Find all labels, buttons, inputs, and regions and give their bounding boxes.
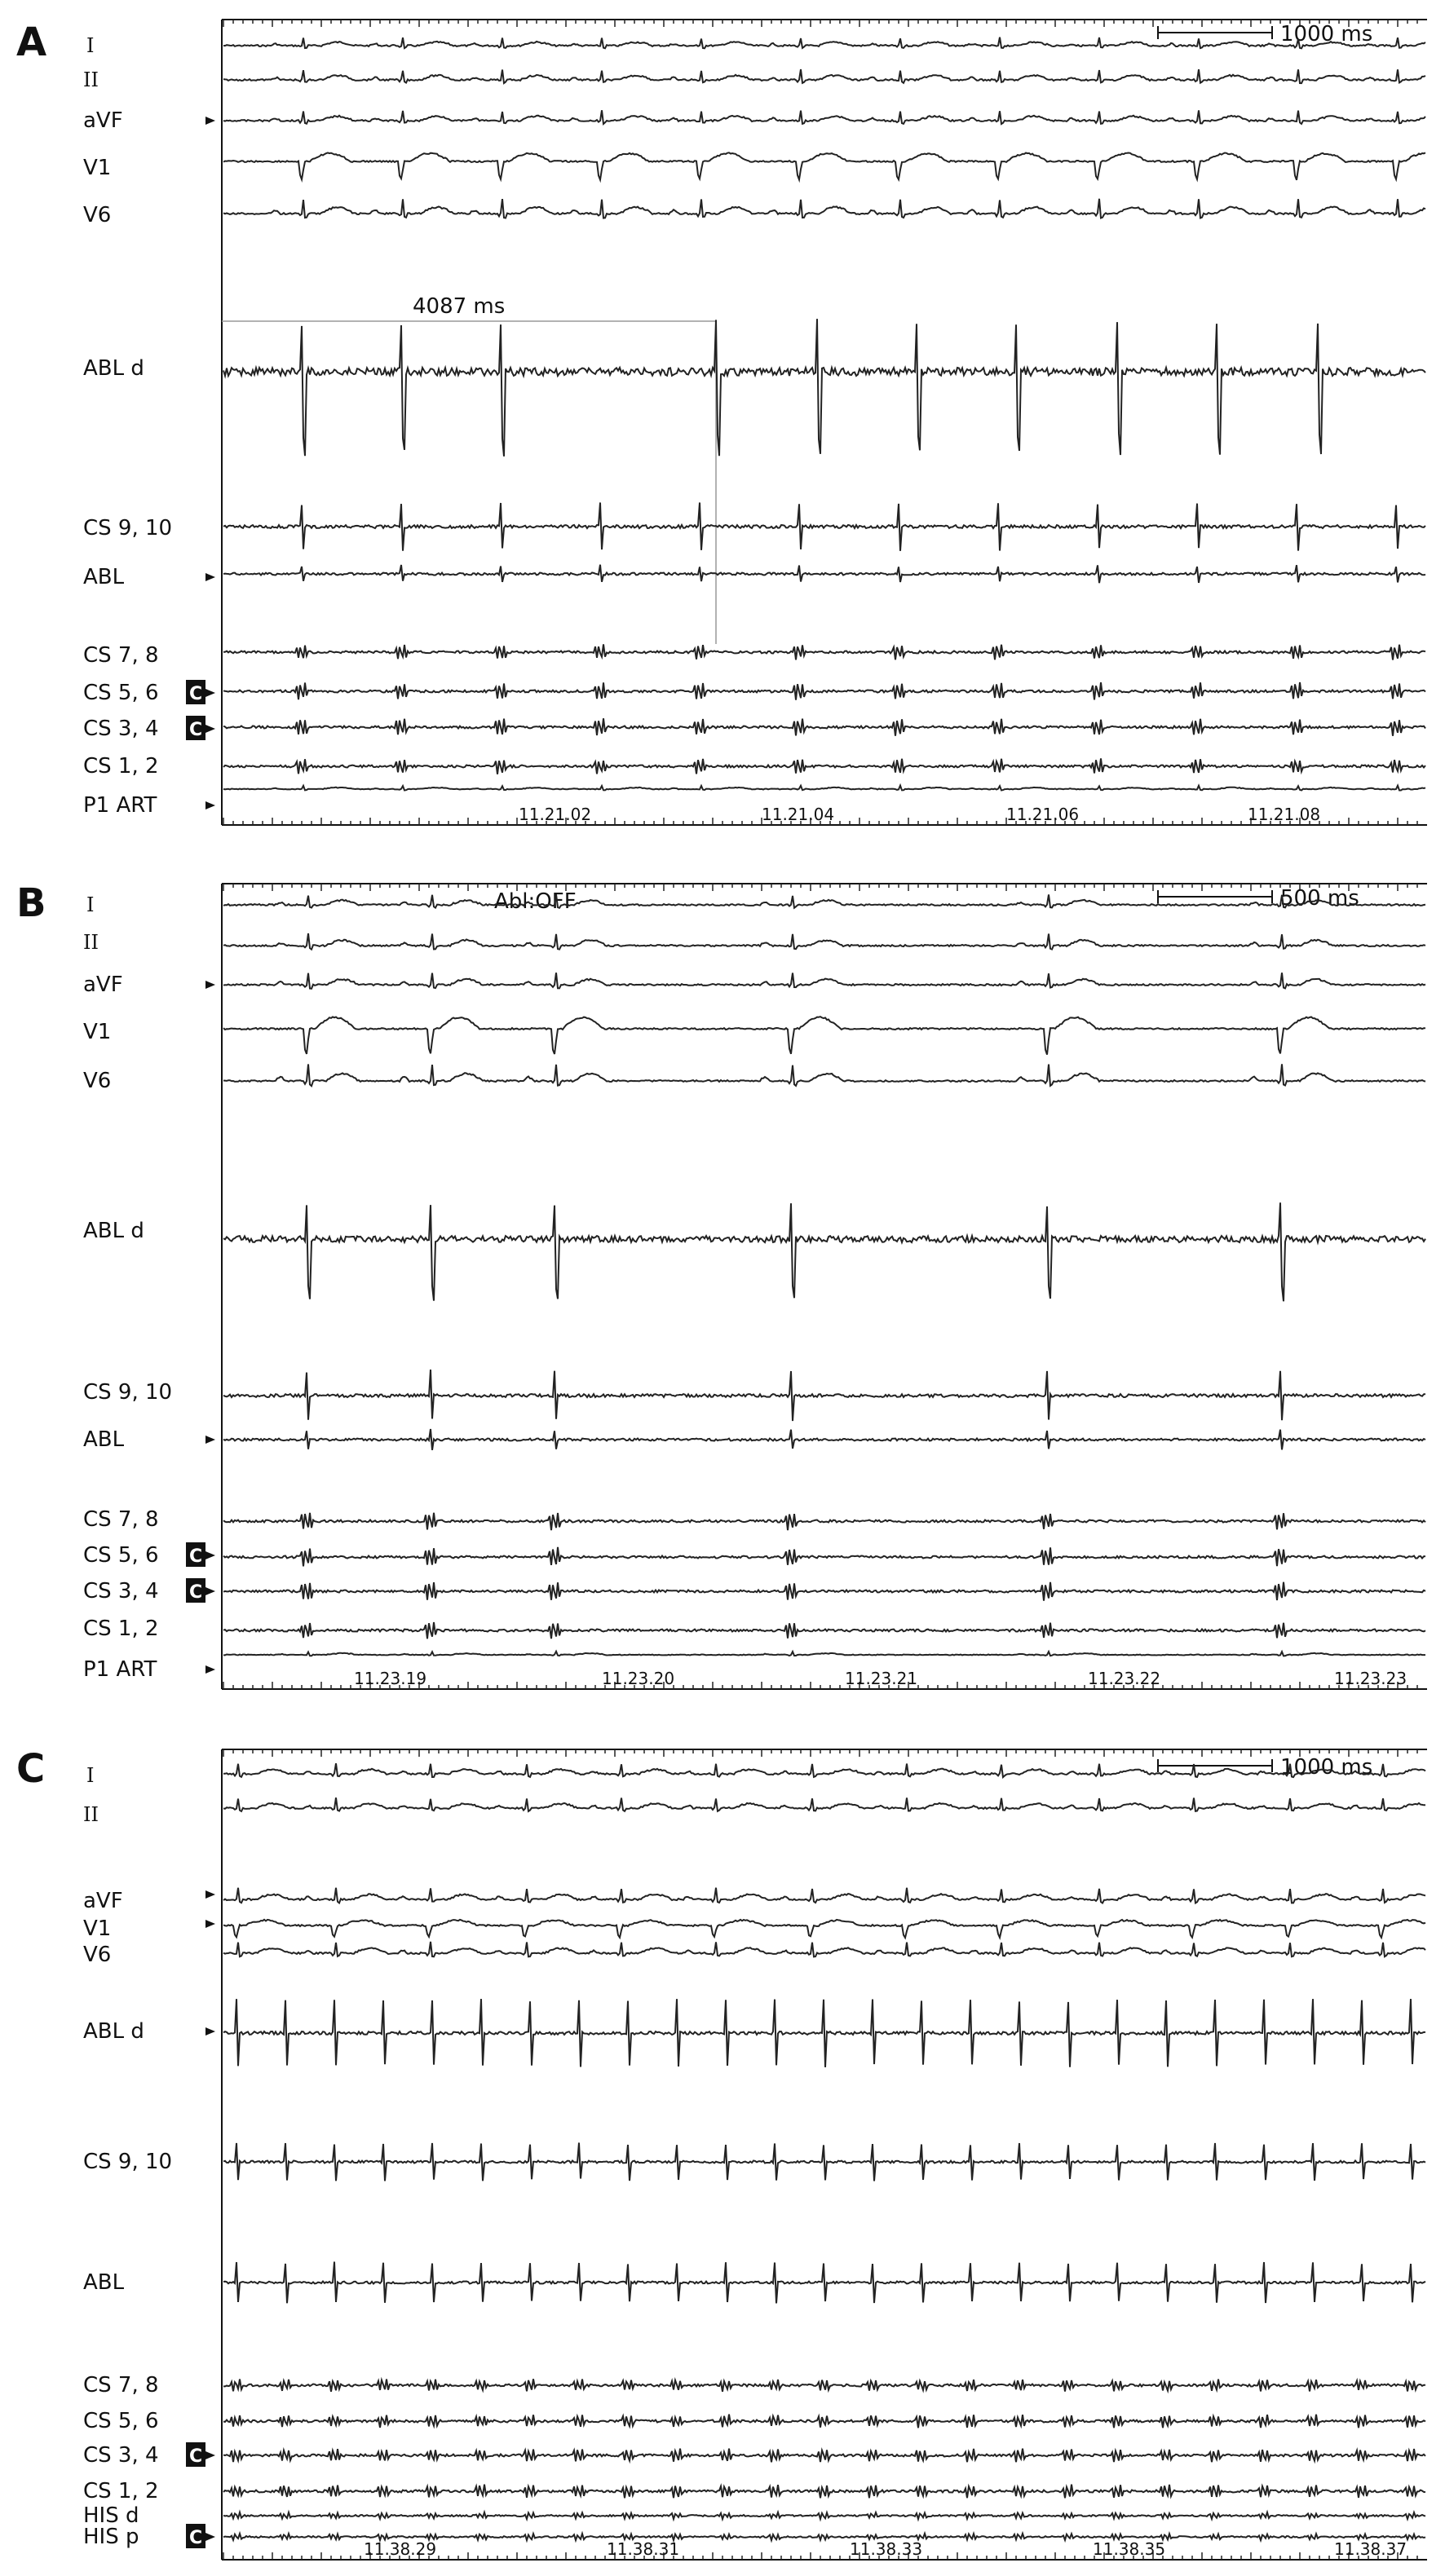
interval-annotation-a [222, 294, 716, 644]
channel-label-b-i: I [86, 893, 95, 916]
channel-label-a-avf: aVF [83, 108, 123, 133]
channel-label-c-v1: V1 [83, 1917, 112, 1941]
arrow-marker-c-cs34 [205, 2451, 215, 2459]
channel-arrows-c [205, 1890, 215, 2541]
arrow-marker-c-his-p [205, 2533, 215, 2541]
trace-c-cs56 [223, 2415, 1425, 2428]
arrow-marker-a-p1art [205, 801, 215, 809]
channel-label-c-abl-d: ABL d [83, 2019, 144, 2044]
channel-label-c-v6: V6 [83, 1943, 112, 1967]
channel-label-c-i: I [86, 1764, 95, 1787]
arrow-marker-a-cs56 [205, 689, 215, 697]
trace-b-abl [223, 1429, 1425, 1450]
trace-a-i [223, 37, 1425, 49]
channel-label-c-cs34: CS 3, 4 [83, 2443, 159, 2468]
c-marker-text: C [189, 2446, 203, 2467]
trace-b-abl-d [223, 1202, 1425, 1301]
c-marker-text: C [189, 2528, 203, 2548]
trace-a-v6 [223, 199, 1425, 218]
channel-label-c-avf: aVF [83, 1889, 123, 1913]
scale-bar-c [1158, 1755, 1372, 1780]
trace-a-abl-d [223, 319, 1425, 457]
scale-label-a: 1000 ms [1280, 22, 1373, 46]
time-label-c-5: 11.38.37 [1334, 2539, 1407, 2559]
arrow-marker-a-cs34 [205, 725, 215, 733]
trace-a-ii [223, 69, 1425, 83]
c-marker-a-cs56 [186, 680, 205, 704]
trace-c-cs34 [223, 2449, 1425, 2463]
channel-label-b-abl: ABL [83, 1427, 125, 1452]
interval-label-a: 4087 ms [413, 294, 506, 319]
trace-b-v1 [223, 1017, 1425, 1055]
time-label-a-3: 11.21.06 [1006, 805, 1080, 824]
panel-c-timeline-ticks [223, 1749, 1417, 2560]
arrow-marker-b-p1art [205, 1665, 215, 1674]
time-label-a-1: 11.21.02 [519, 805, 592, 824]
channel-label-b-v6: V6 [83, 1069, 112, 1093]
channel-label-a-p1art: P1 ART [83, 793, 157, 818]
channel-label-c-cs78: CS 7, 8 [83, 2373, 159, 2397]
trace-b-p1art [223, 1652, 1425, 1656]
scale-label-b: 500 ms [1280, 886, 1359, 911]
channel-label-b-avf: aVF [83, 973, 123, 997]
time-label-c-2: 11.38.31 [607, 2539, 680, 2559]
trace-a-v1 [223, 152, 1425, 180]
c-marker-b-cs34 [186, 1578, 205, 1603]
arrow-marker-b-cs34 [205, 1587, 215, 1595]
traces-b [223, 894, 1425, 1656]
trace-b-cs34 [223, 1582, 1425, 1601]
trace-a-cs12 [223, 758, 1425, 774]
channel-label-a-cs12: CS 1, 2 [83, 754, 159, 779]
arrow-marker-c-v1 [205, 1920, 215, 1928]
trace-a-avf [223, 110, 1425, 124]
c-marker-text: C [189, 1582, 203, 1603]
traces-c [223, 1763, 1425, 2540]
arrow-marker-b-avf [205, 981, 215, 989]
panel-b-timeline-ticks [223, 884, 1417, 1689]
trace-b-cs910 [223, 1370, 1425, 1421]
channel-label-a-cs34: CS 3, 4 [83, 717, 159, 741]
channel-label-b-abl-d: ABL d [83, 1219, 144, 1243]
channel-label-a-abl: ABL [83, 565, 125, 589]
channel-label-a-i: I [86, 34, 95, 57]
channel-label-c-cs56: CS 5, 6 [83, 2409, 159, 2433]
trace-c-abl [223, 2262, 1425, 2304]
c-marker-text: C [189, 1546, 203, 1567]
channel-label-a-cs910: CS 9, 10 [83, 516, 173, 540]
time-label-c-1: 11.38.29 [364, 2539, 437, 2559]
trace-c-v6 [223, 1942, 1425, 1957]
time-label-b-1: 11.23.19 [354, 1669, 427, 1688]
scale-label-c: 1000 ms [1280, 1755, 1373, 1780]
channel-label-b-cs56: CS 5, 6 [83, 1543, 159, 1568]
time-label-b-5: 11.23.23 [1334, 1669, 1407, 1688]
trace-c-his-d [223, 2512, 1425, 2519]
channel-label-c-his-p: HIS p [83, 2525, 139, 2549]
trace-c-cs12 [223, 2485, 1425, 2499]
panel-b [16, 880, 1427, 1689]
traces-a [223, 37, 1425, 791]
c-marker-c-cs34 [186, 2442, 205, 2467]
trace-b-avf [223, 973, 1425, 989]
ablation-off-annotation: Abl:OFF [494, 889, 577, 914]
time-label-c-3: 11.38.33 [850, 2539, 923, 2559]
c-marker-c-his-p [186, 2524, 205, 2548]
channel-arrows-a [205, 117, 215, 809]
arrow-marker-a-abl [205, 573, 215, 581]
time-label-b-4: 11.23.22 [1088, 1669, 1161, 1688]
trace-c-cs910 [223, 2143, 1425, 2181]
channel-label-a-v1: V1 [83, 156, 112, 180]
arrow-marker-a-avf [205, 117, 215, 125]
channel-label-b-p1art: P1 ART [83, 1657, 157, 1682]
time-label-a-2: 11.21.04 [762, 805, 835, 824]
trace-a-abl [223, 565, 1425, 584]
trace-c-v1 [223, 1920, 1425, 1938]
time-label-b-2: 11.23.20 [602, 1669, 675, 1688]
c-marker-a-cs34 [186, 716, 205, 740]
trace-b-v6 [223, 1064, 1425, 1086]
trace-a-cs56 [223, 682, 1425, 700]
channel-label-b-cs34: CS 3, 4 [83, 1579, 159, 1603]
time-label-a-4: 11.21.08 [1248, 805, 1321, 824]
trace-b-cs56 [223, 1547, 1425, 1567]
panel-c [16, 1746, 1427, 2560]
arrow-marker-c-avf [205, 1890, 215, 1899]
arrow-marker-b-abl [205, 1436, 215, 1444]
channel-label-b-v1: V1 [83, 1020, 112, 1044]
channel-label-b-ii: II [83, 931, 99, 954]
panel-letter-a: A [16, 20, 47, 65]
trace-a-cs78 [223, 644, 1425, 659]
arrow-marker-b-cs56 [205, 1551, 215, 1559]
trace-c-cs78 [223, 2379, 1425, 2392]
c-marker-text: C [189, 720, 203, 740]
channel-label-a-cs56: CS 5, 6 [83, 681, 159, 705]
time-label-b-3: 11.23.21 [845, 1669, 918, 1688]
c-marker-text: C [189, 684, 203, 704]
channel-label-a-abl-d: ABL d [83, 356, 144, 381]
channel-label-c-cs12: CS 1, 2 [83, 2479, 159, 2503]
trace-a-p1art [223, 786, 1425, 791]
panel-a [16, 20, 1427, 825]
time-label-c-4: 11.38.35 [1093, 2539, 1166, 2559]
arrow-marker-c-abl-d [205, 2027, 215, 2036]
trace-b-cs12 [223, 1622, 1425, 1639]
channel-label-c-abl: ABL [83, 2270, 125, 2295]
trace-a-cs910 [223, 503, 1425, 551]
channel-label-a-v6: V6 [83, 203, 112, 227]
panel-letter-b: B [16, 880, 46, 926]
trace-b-ii [223, 933, 1425, 950]
trace-c-abl-d [223, 1999, 1425, 2067]
trace-a-cs34 [223, 718, 1425, 736]
trace-c-avf [223, 1888, 1425, 1903]
channel-label-b-cs910: CS 9, 10 [83, 1380, 173, 1405]
channel-label-a-cs78: CS 7, 8 [83, 643, 159, 668]
c-marker-b-cs56 [186, 1542, 205, 1567]
trace-b-cs78 [223, 1513, 1425, 1530]
channel-arrows-b [205, 981, 215, 1674]
channel-label-c-his-d: HIS d [83, 2503, 139, 2528]
channel-label-b-cs78: CS 7, 8 [83, 1507, 159, 1532]
channel-label-c-ii: II [83, 1803, 99, 1826]
scale-bar-b [1158, 886, 1359, 911]
channel-label-b-cs12: CS 1, 2 [83, 1617, 159, 1641]
channel-label-a-ii: II [83, 68, 99, 91]
trace-c-ii [223, 1797, 1425, 1811]
panel-letter-c: C [16, 1746, 46, 1792]
channel-label-c-cs910: CS 9, 10 [83, 2150, 173, 2174]
